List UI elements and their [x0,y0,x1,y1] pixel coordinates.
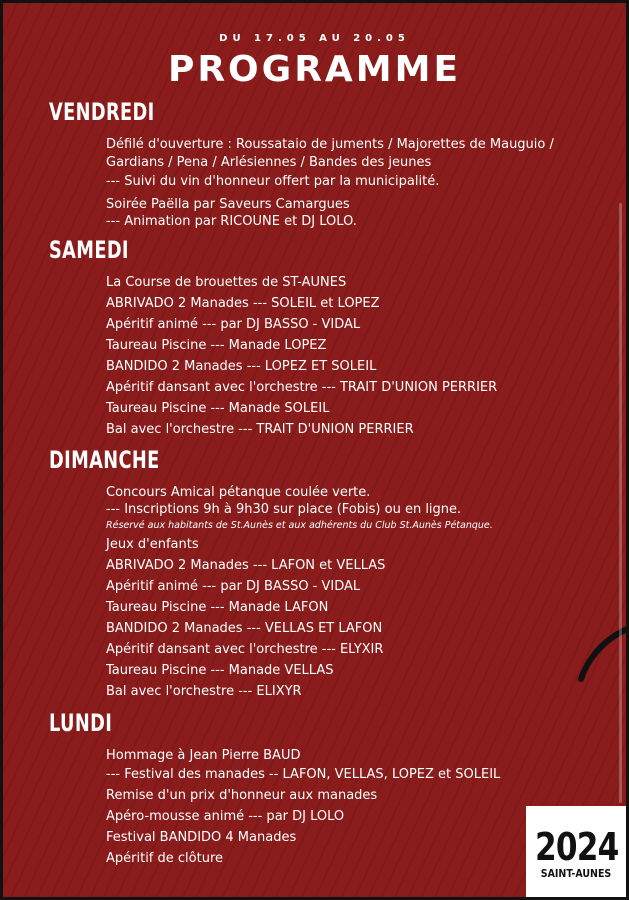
event-description: Apéritif animé --- par DJ BASSO - VIDAL [106,317,361,332]
event-description: Taureau Piscine --- Manade LOPEZ [106,338,327,353]
event-description: Bal avec l'orchestre --- TRAIT D'UNION PERRIER [106,422,414,437]
event-description: Apéritif de clôture [106,851,224,866]
day-heading-vendredi: VENDREDI [49,98,155,126]
event-description: Taureau Piscine --- Manade VELLAS [106,663,334,678]
scrollbar[interactable] [619,203,622,803]
event-description: --- Animation par RICOUNE et DJ LOLO. [106,214,357,229]
event-description: --- Inscriptions 9h à 9h30 sur place (Fobis) ou en ligne. [106,502,462,517]
event-description: Apéritif dansant avec l'orchestre --- ELYXIR [106,642,384,657]
event-description: Taureau Piscine --- Manade SOLEIL [106,401,330,416]
event-description: BANDIDO 2 Manades --- LOPEZ ET SOLEIL [106,359,377,374]
day-heading-samedi: SAMEDI [49,236,129,264]
badge-place: SAINT-AUNES [540,867,612,880]
event-description: La Course de brouettes de ST-AUNES [106,275,347,290]
event-description: BANDIDO 2 Manades --- VELLAS ET LAFON [106,621,383,636]
event-description: Défilé d'ouverture : Roussataio de juments / Majorettes de Mauguio / [106,137,554,152]
event-description: ABRIVADO 2 Manades --- SOLEIL et LOPEZ [106,296,380,311]
day-heading-lundi: LUNDI [49,709,113,737]
event-description: Apéro-mousse animé --- par DJ LOLO [106,809,345,824]
event-description: Apéritif dansant avec l'orchestre --- TRAIT D'UNION PERRIER [106,380,498,395]
badge-year: 2024 [535,825,619,869]
event-description: Hommage à Jean Pierre BAUD [106,748,301,763]
day-heading-dimanche: DIMANCHE [49,446,160,474]
event-description: Jeux d'enfants [106,537,199,552]
event-description: Concours Amical pétanque coulée verte. [106,485,371,500]
event-description: --- Festival des manades -- LAFON, VELLAS, LOPEZ et SOLEIL [106,767,501,782]
page-title: PROGRAMME [167,49,462,90]
event-note: Réservé aux habitants de St.Aunès et aux adhérents du Club St.Aunès Pétanque. [106,520,493,531]
event-description: --- Suivi du vin d'honneur offert par la municipalité. [106,174,440,189]
event-description: Soirée Paëlla par Saveurs Camargues [106,197,350,212]
date-range: DU 17.05 AU 20.05 [219,33,410,44]
year-badge [526,806,626,898]
event-description: Festival BANDIDO 4 Manades [106,830,297,845]
event-description: Taureau Piscine --- Manade LAFON [106,600,329,615]
event-description: ABRIVADO 2 Manades --- LAFON et VELLAS [106,558,386,573]
event-description: Bal avec l'orchestre --- ELIXYR [106,684,302,699]
event-description: Remise d'un prix d'honneur aux manades [106,788,378,803]
event-description: Apéritif animé --- par DJ BASSO - VIDAL [106,579,361,594]
event-description: Gardians / Pena / Arlésiennes / Bandes des jeunes [106,155,432,170]
